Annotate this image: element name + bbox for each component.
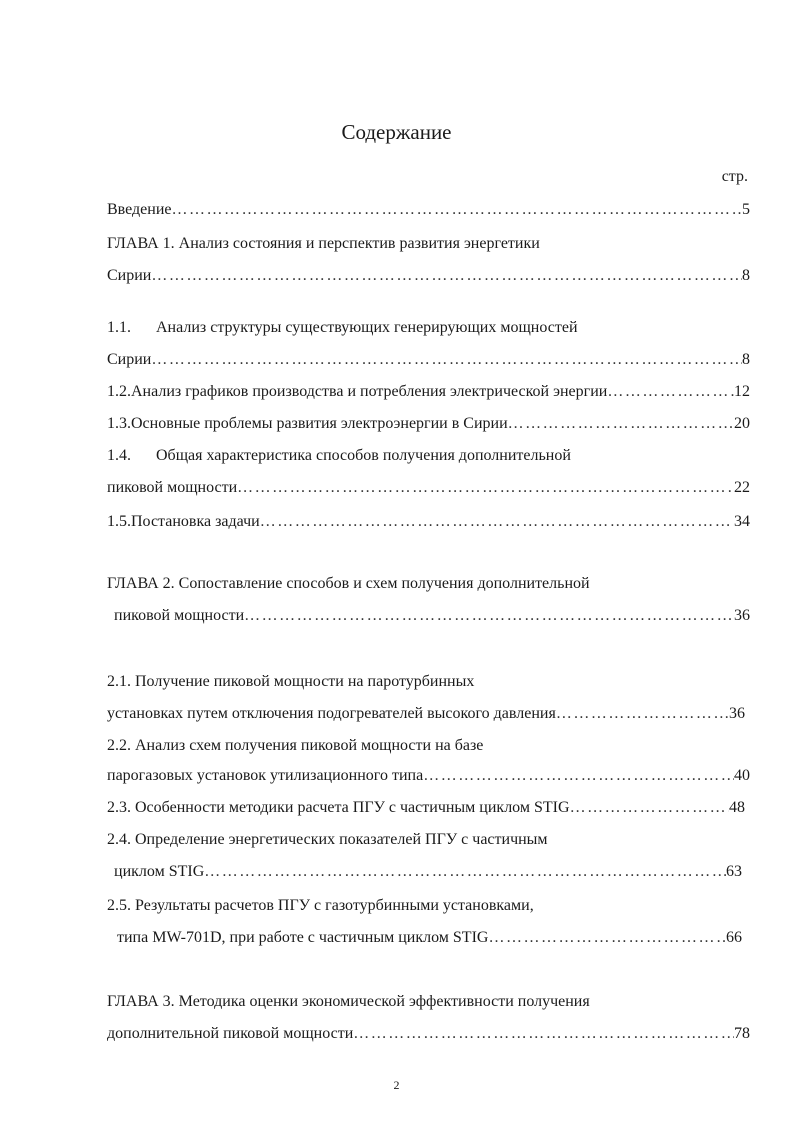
toc-entry-1-3[interactable] [107, 414, 750, 434]
toc-entry-text: Общая характеристика способов получения дополнительной [156, 447, 571, 464]
toc-leader-dots [570, 798, 729, 818]
toc-leader-dots [151, 266, 742, 286]
toc-entry-text: Постановка задачи [131, 513, 260, 530]
toc-entry-page: 36 [729, 705, 745, 722]
toc-leader-dots [488, 928, 726, 948]
toc-entry-text: Анализ структуры существующих генерирующих мощностей [156, 319, 578, 336]
toc-leader-dots [172, 200, 743, 220]
toc-entry-chapter-1[interactable] [107, 234, 750, 254]
toc-entry-page: 8 [742, 351, 750, 368]
toc-entry-1-4-cont[interactable] [107, 478, 750, 498]
toc-entry-chapter-1-cont[interactable] [107, 266, 750, 286]
toc-entry-text: Анализ графиков производства и потребления электрической энергии [131, 383, 608, 400]
toc-entry-text: 2.4. Определение энергетических показателей ПГУ с частичным [107, 831, 548, 848]
toc-entry-text: 2.2. Анализ схем получения пиковой мощности на базе [107, 737, 484, 754]
toc-entry-text: циклом STIG [114, 863, 205, 880]
page-number: 2 [393, 1078, 400, 1092]
toc-entry-text: Сирии [107, 351, 152, 368]
toc-leader-dots [204, 862, 726, 882]
toc-entry-2-4[interactable] [107, 830, 750, 850]
toc-leader-dots [508, 414, 734, 434]
toc-leader-dots [237, 478, 734, 498]
toc-leader-dots [423, 766, 734, 786]
toc-entry-2-2-cont[interactable] [107, 766, 750, 786]
toc-entry-text: Сирии [107, 267, 152, 284]
toc-entry-chapter-3-cont[interactable] [107, 1024, 750, 1044]
toc-entry-page: 34 [734, 513, 750, 530]
toc-entry-text: ГЛАВА 2. Сопоставление способов и схем получения дополнительной [107, 575, 590, 592]
toc-entry-chapter-2-cont[interactable] [114, 606, 750, 626]
toc-entry-page: 20 [734, 415, 750, 432]
toc-entry-page: 48 [729, 799, 745, 816]
toc-entry-text: типа MW-701D, при работе с частичным циклом STIG [117, 929, 489, 946]
toc-entry-page: 5 [742, 201, 750, 218]
toc-entry-text: парогазовых установок утилизационного типа [107, 767, 424, 784]
toc-entry-number: 1.4. [107, 447, 131, 464]
toc-entry-text: 2.5. Результаты расчетов ПГУ с газотурбинными установками, [107, 897, 534, 914]
toc-entry-page: 40 [734, 767, 750, 784]
toc-entry-2-1-cont[interactable] [107, 704, 745, 724]
page-column-label: стр. [721, 168, 748, 185]
toc-entry-text: ГЛАВА 3. Методика оценки экономической эффективности получения [107, 993, 590, 1010]
toc-entry-chapter-2[interactable] [107, 574, 750, 594]
toc-entry-2-3[interactable] [107, 798, 745, 818]
toc-entry-number: 1.2. [107, 383, 131, 400]
toc-entry-page: 8 [742, 267, 750, 284]
toc-entry-page: 12 [734, 383, 750, 400]
page-title: Содержание [341, 120, 452, 144]
toc-entry-text: установках путем отключения подогревателей высокого давления [107, 705, 556, 722]
toc-entry-page: 63 [726, 863, 742, 880]
toc-leader-dots [607, 382, 734, 402]
toc-entry-1-1-cont[interactable] [107, 350, 750, 370]
toc-entry-text: дополнительной пиковой мощности [107, 1025, 354, 1042]
toc-entry-2-5-cont[interactable] [117, 928, 742, 948]
toc-entry-text: Основные проблемы развития электроэнергии в Сирии [131, 415, 508, 432]
toc-entry-2-1[interactable] [107, 672, 750, 692]
toc-entry-introduction[interactable] [107, 200, 750, 220]
toc-entry-2-4-cont[interactable] [114, 862, 742, 882]
toc-leader-dots [260, 512, 734, 532]
toc-entry-page: 22 [734, 479, 750, 496]
toc-entry-text: пиковой мощности [114, 607, 245, 624]
toc-entry-text: Введение [107, 201, 172, 218]
toc-entry-page: 36 [734, 607, 750, 624]
toc-entry-text: ГЛАВА 1. Анализ состояния и перспектив развития энергетики [107, 235, 540, 252]
toc-leader-dots [151, 350, 742, 370]
toc-entry-number: 1.1. [107, 319, 131, 336]
toc-entry-1-4[interactable] [107, 446, 750, 466]
toc-entry-text: пиковой мощности [107, 479, 238, 496]
toc-entry-page: 66 [726, 929, 742, 946]
toc-leader-dots [353, 1024, 734, 1044]
toc-leader-dots [244, 606, 734, 626]
toc-entry-2-2[interactable] [107, 736, 750, 756]
toc-entry-page: 78 [734, 1025, 750, 1042]
toc-leader-dots [556, 704, 729, 724]
toc-entry-2-5[interactable] [107, 896, 750, 916]
toc-entry-number: 1.5. [107, 513, 131, 530]
toc-entry-1-2[interactable] [107, 382, 750, 402]
toc-entry-text: 2.1. Получение пиковой мощности на паротурбинных [107, 673, 475, 690]
toc-entry-1-1[interactable] [107, 318, 750, 338]
toc-entry-text: 2.3. Особенности методики расчета ПГУ с частичным циклом STIG [107, 799, 570, 816]
toc-entry-chapter-3[interactable] [107, 992, 750, 1012]
toc-entry-number: 1.3. [107, 415, 131, 432]
toc-entry-1-5[interactable] [107, 512, 750, 532]
